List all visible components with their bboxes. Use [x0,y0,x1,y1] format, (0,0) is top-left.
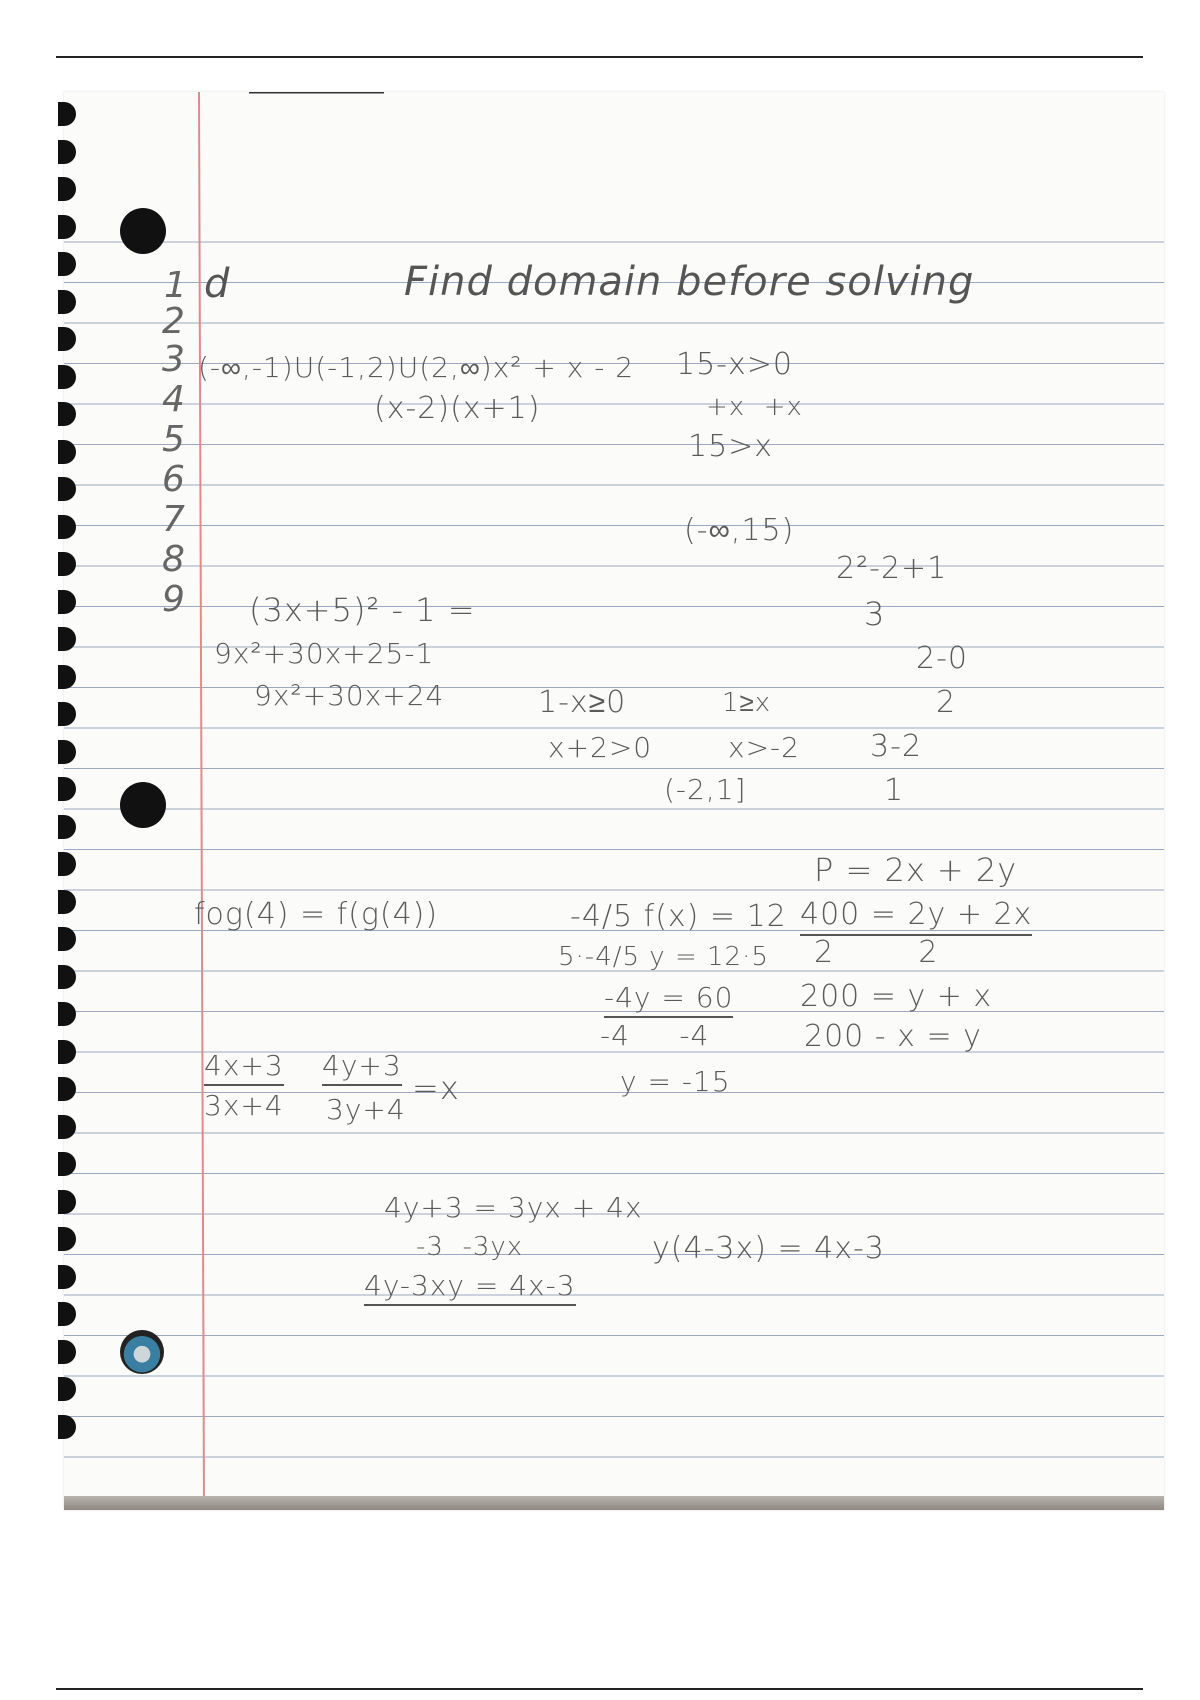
simplified-line: 9x²+30x+24 [254,679,445,712]
line-number: 6 [162,459,186,500]
sheet-bottom-edge [64,1496,1164,1510]
spiral-notch [58,1415,76,1439]
spiral-notch [58,252,76,276]
interval-answer: (-2,1] [664,773,747,806]
spiral-notch [58,177,76,201]
line-number: 9 [162,579,186,620]
inequality-line: 1-x≥0 [538,685,627,720]
inequality-step: +x +x [706,392,803,422]
spiral-notch [58,102,76,126]
spiral-notch [58,665,76,689]
fraction-equals-x: =x [412,1069,460,1107]
page-heading: Find domain before solving [404,259,975,305]
equation-line: -4/5 f(x) = 12 [570,899,787,934]
inverse-step-1: 4y+3 = 3yx + 4x [384,1191,643,1224]
equation-step: 5·-4/5 y = 12·5 [558,942,769,972]
spiral-notch [58,1265,76,1289]
expanded-line: 9x²+30x+25-1 [214,637,435,670]
spiral-notch [58,1190,76,1214]
domain-union: (-∞,-1)U(-1,2)U(2,∞)x² + x - 2 [198,351,635,384]
spiral-notch [58,927,76,951]
factored-quadratic: (x-2)(x+1) [374,391,541,426]
bottom-rule [56,1688,1143,1690]
inverse-step-2: -3 -3yx [416,1232,524,1262]
spiral-notch [58,552,76,576]
evaluation-line: 3-2 [870,729,922,764]
evaluation-result: 2 [936,685,957,720]
line-number: 3 [162,339,186,380]
notebook-page [64,92,1164,1510]
line-number: 4 [162,379,186,420]
spiral-notch [58,215,76,239]
evaluation-result: 1 [884,773,905,808]
spiral-notch [58,1302,76,1326]
expression-square: (3x+5)² - 1 = [249,591,476,629]
line-number: 1 [164,265,188,306]
spiral-notch [58,702,76,726]
spiral-notch [58,1077,76,1101]
line-number: 2 [162,301,186,342]
fraction-denominator: 3y+4 [326,1093,406,1126]
punch-hole [120,208,166,254]
spiral-notch [58,965,76,989]
fraction-numerator: 4x+3 [204,1052,284,1080]
inequality-result: 15>x [688,429,774,464]
spiral-notch [58,1115,76,1139]
spiral-binding [0,92,90,1510]
spiral-notch [58,627,76,651]
spiral-notch [58,365,76,389]
perimeter-result: 200 - x = y [804,1019,982,1054]
perimeter-step: 2 2 [814,935,939,970]
perimeter-step: 400 = 2y + 2x [800,900,1032,930]
spiral-notch [58,290,76,314]
perimeter-formula: P = 2x + 2y [814,851,1018,889]
inequality-result: x>-2 [728,731,800,764]
line-number: 7 [162,499,186,540]
top-rule [56,56,1143,58]
spiral-notch [58,1040,76,1064]
inequality-line: x+2>0 [548,731,653,764]
inverse-step-3: 4y-3xy = 4x-3 [364,1272,576,1300]
spiral-notch [58,327,76,351]
spiral-notch [58,515,76,539]
spiral-notch [58,740,76,764]
evaluation-result: 3 [864,595,886,633]
spiral-notch [58,477,76,501]
equation-step: -4 -4 [600,1019,710,1052]
punch-hole [120,782,166,828]
fraction-denominator: 3x+4 [204,1089,284,1122]
spiral-notch [58,815,76,839]
spiral-notch [58,1002,76,1026]
evaluation-line: 2-0 [916,641,968,676]
spiral-notch [58,777,76,801]
interval-answer: (-∞,15) [684,513,795,548]
inequality-result: 1≥x [722,688,772,718]
line-number: 8 [162,539,186,580]
composition-line: fog(4) = f(g(4)) [194,897,439,932]
spiral-notch [58,1340,76,1364]
spiral-notch [58,590,76,614]
spiral-notch [58,1152,76,1176]
spiral-notch [58,852,76,876]
spiral-notch [58,140,76,164]
solve-line: y(4-3x) = 4x-3 [652,1231,885,1266]
punch-hole [120,1330,164,1374]
perimeter-step: 200 = y + x [800,979,993,1014]
line-number: 5 [162,419,186,460]
equation-step: -4y = 60 [604,984,733,1012]
inequality-line: 15-x>0 [676,347,793,382]
fraction-numerator: 4y+3 [322,1052,402,1080]
part-label: d [204,261,231,307]
spiral-notch [58,1227,76,1251]
evaluation-line: 2²-2+1 [836,551,948,586]
spiral-notch [58,890,76,914]
spiral-notch [58,402,76,426]
equation-answer: y = -15 [620,1065,731,1098]
spiral-notch [58,440,76,464]
spiral-notch [58,1377,76,1401]
